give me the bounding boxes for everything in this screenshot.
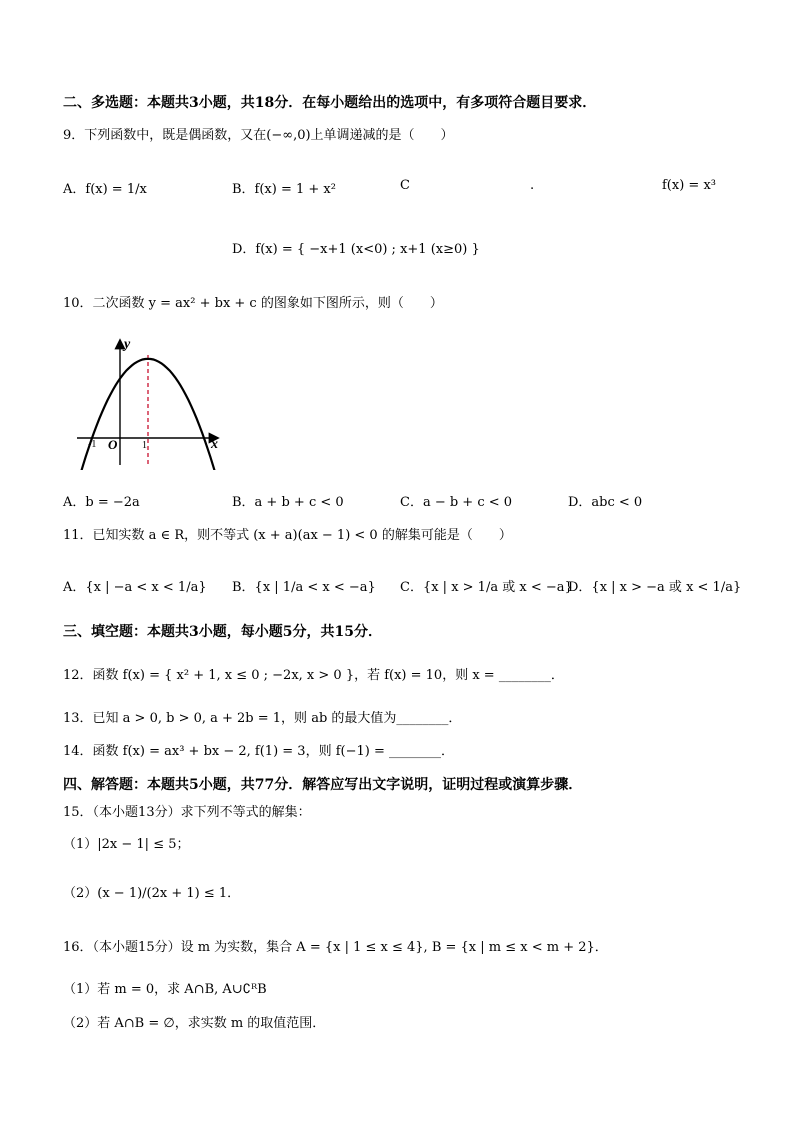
question-12: 12．函数 f(x) = { x² + 1, x ≤ 0 ; −2x, x > 0 }，若 f(x) = 10，则 x = ________． bbox=[63, 668, 564, 683]
question-10-stem: 10．二次函数 y = ax² + bx + c 的图象如下图所示，则（ ） bbox=[63, 296, 443, 311]
q9-option-c-expression: f(x) = x³ bbox=[662, 178, 716, 193]
question-13: 13．已知 a > 0, b > 0, a + 2b = 1，则 ab 的最大值为________． bbox=[63, 711, 462, 726]
q9-option-d: D．f(x) = { −x+1 (x<0) ; x+1 (x≥0) } bbox=[232, 242, 480, 257]
parabola-curve bbox=[72, 359, 229, 470]
section-4-header: 四、解答题：本题共5小题，共77分．解答应写出文字说明，证明过程或演算步骤． bbox=[63, 777, 583, 793]
origin-label: O bbox=[108, 437, 118, 452]
q10-option-d: D．abc < 0 bbox=[568, 495, 643, 510]
question-15-stem: 15．（本小题13分）求下列不等式的解集： bbox=[63, 805, 311, 820]
q9-option-c-label: C bbox=[400, 178, 410, 193]
question-16-stem: 16．（本小题15分）设 m 为实数，集合 A = {x | 1 ≤ x ≤ 4}, B = {x | m ≤ x < m + 2}． bbox=[63, 940, 608, 955]
q9-option-c-dot: . bbox=[530, 178, 535, 193]
x-axis-label: x bbox=[211, 437, 218, 452]
tick-label-neg-one: -1 bbox=[88, 439, 97, 450]
q11-option-d: D．{x | x > −a 或 x < 1/a} bbox=[568, 580, 742, 595]
q9-option-a: A．f(x) = 1/x bbox=[63, 182, 147, 197]
parabola-graph bbox=[72, 335, 232, 470]
q10-option-b: B．a + b + c < 0 bbox=[232, 495, 344, 510]
q10-option-c: C．a − b + c < 0 bbox=[400, 495, 513, 510]
q11-option-c: C．{x | x > 1/a 或 x < −a} bbox=[400, 580, 573, 595]
section-2-header: 二、多选题：本题共3小题，共18分．在每小题给出的选项中，有多项符合题目要求． bbox=[63, 95, 597, 111]
question-9-stem: 9．下列函数中，既是偶函数，又在(−∞,0)上单调递减的是（ ） bbox=[63, 128, 454, 143]
question-15-part-2: （2）(x − 1)/(2x + 1) ≤ 1． bbox=[63, 886, 241, 901]
q11-option-a: A．{x | −a < x < 1/a} bbox=[63, 580, 207, 595]
question-14: 14．函数 f(x) = ax³ + bx − 2, f(1) = 3，则 f(−1) = ________． bbox=[63, 744, 454, 759]
q10-option-a: A．b = −2a bbox=[63, 495, 140, 510]
section-3-header: 三、填空题：本题共3小题，每小题5分，共15分． bbox=[63, 624, 382, 640]
question-16-part-1: （1）若 m = 0，求 A∩B, A∪∁ᴿB bbox=[63, 982, 267, 997]
question-15-part-1: （1）|2x − 1| ≤ 5； bbox=[63, 837, 190, 852]
y-axis-label: y bbox=[124, 337, 131, 352]
tick-label-one: 1 bbox=[142, 440, 147, 451]
question-11-stem: 11．已知实数 a ∈ R，则不等式 (x + a)(ax − 1) < 0 的解集可能是（ ） bbox=[63, 528, 512, 543]
q9-option-b: B．f(x) = 1 + x² bbox=[232, 182, 336, 197]
question-16-part-2: （2）若 A∩B = ∅，求实数 m 的取值范围． bbox=[63, 1016, 326, 1031]
q11-option-b: B．{x | 1/a < x < −a} bbox=[232, 580, 376, 595]
